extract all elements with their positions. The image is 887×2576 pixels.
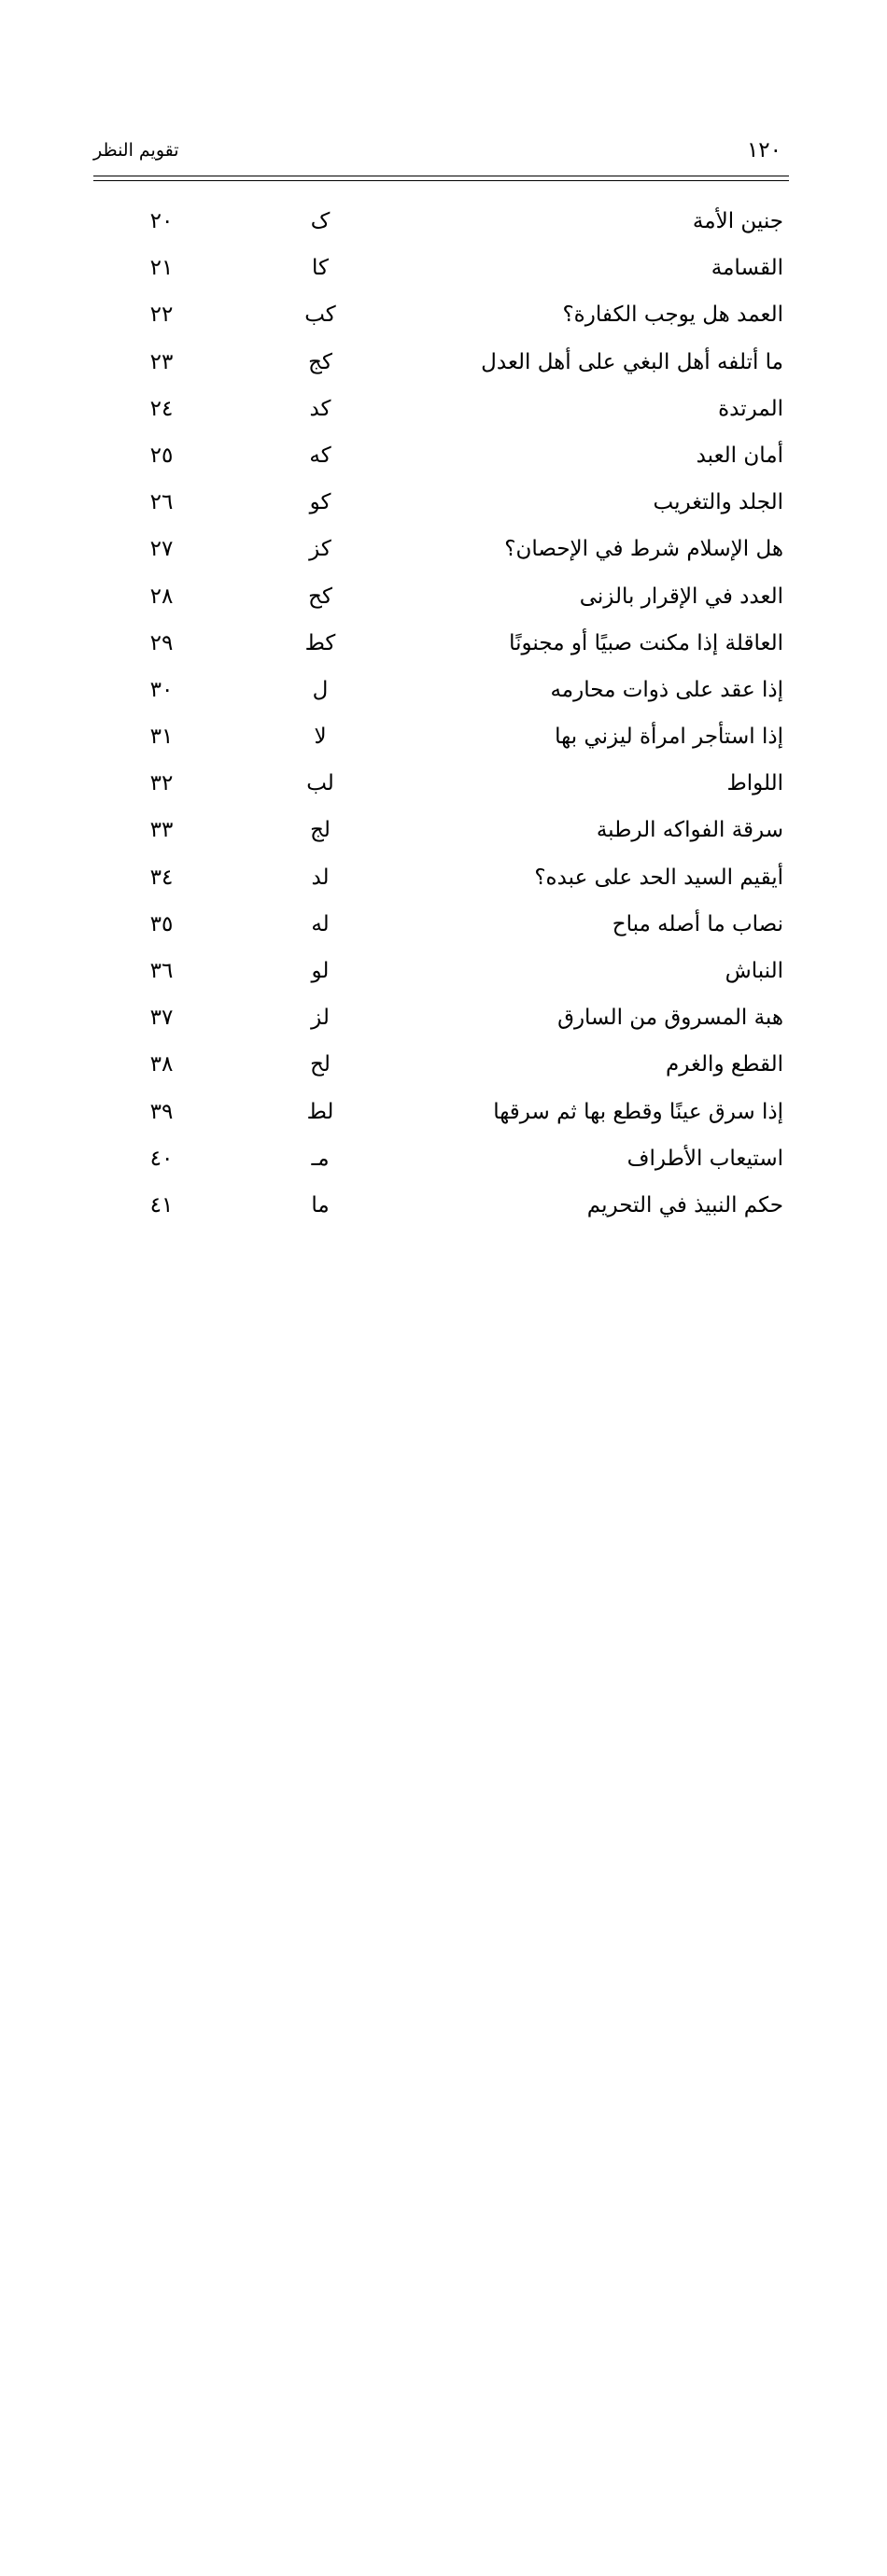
toc-row bbox=[93, 1135, 789, 1182]
toc-entry-page: ٣٢ bbox=[149, 771, 174, 796]
toc-entry-page: ٣٠ bbox=[149, 677, 174, 702]
toc-row bbox=[93, 432, 789, 479]
toc-entry-code: لج bbox=[310, 818, 331, 843]
toc-entry-page: ٣٣ bbox=[149, 818, 174, 843]
toc-entry-page: ٣٧ bbox=[149, 1006, 174, 1031]
toc-entry-title: العاقلة إذا مكنت صبيًا أو مجنونًا bbox=[509, 630, 783, 655]
toc-entry-title: النباش bbox=[725, 959, 783, 983]
toc-row bbox=[93, 1041, 789, 1088]
toc-entry-title: اللواط bbox=[726, 771, 783, 796]
toc-entry-code: مـ bbox=[311, 1146, 330, 1171]
toc-row bbox=[93, 667, 789, 713]
toc-entry-page: ٢٨ bbox=[149, 584, 174, 609]
toc-entry-code: له bbox=[311, 911, 330, 936]
toc-row bbox=[93, 713, 789, 760]
toc-entry-page: ٢٧ bbox=[149, 537, 174, 562]
toc-entry-page: ٢٤ bbox=[149, 396, 174, 421]
toc-entry-page: ٢٣ bbox=[149, 349, 174, 374]
toc-row bbox=[93, 760, 789, 807]
toc-entry-page: ٢٦ bbox=[149, 490, 174, 515]
toc-entry-code: كط bbox=[304, 630, 336, 655]
toc-row bbox=[93, 1182, 789, 1229]
page-number: ١٢٠ bbox=[746, 138, 781, 162]
toc-entry-title: المرتدة bbox=[718, 396, 783, 421]
toc-entry-page: ٢١ bbox=[149, 256, 174, 281]
toc-entry-title: إذا سرق عينًا وقطع بها ثم سرقها bbox=[493, 1099, 783, 1124]
toc-entry-code: لز bbox=[311, 1006, 330, 1031]
toc-entry-title: سرقة الفواكه الرطبة bbox=[596, 818, 783, 843]
toc-entry-code: لط bbox=[306, 1099, 334, 1124]
toc-entry-title: إذا عقد على ذوات محارمه bbox=[550, 677, 783, 702]
toc-entry-page: ٣٦ bbox=[149, 959, 174, 983]
toc-entry-page: ٣٥ bbox=[149, 911, 174, 936]
toc-row bbox=[93, 620, 789, 667]
toc-row bbox=[93, 291, 789, 338]
toc-row bbox=[93, 339, 789, 386]
toc-entry-code: كب bbox=[304, 303, 336, 328]
toc-row bbox=[93, 386, 789, 432]
toc-entry-title: أمان العبد bbox=[696, 443, 783, 468]
toc-entry-code: لد bbox=[311, 865, 330, 890]
toc-entry-title: ما أتلفه أهل البغي على أهل العدل bbox=[481, 349, 783, 374]
toc-row bbox=[93, 1089, 789, 1135]
toc-entry-title: العمد هل يوجب الكفارة؟ bbox=[562, 303, 783, 328]
toc-entry-title: إذا استأجر امرأة ليزني بها bbox=[555, 725, 783, 750]
toc-entry-title: استيعاب الأطراف bbox=[627, 1146, 783, 1171]
toc-entry-page: ٣٨ bbox=[149, 1052, 174, 1077]
toc-entry-page: ٤١ bbox=[149, 1192, 174, 1218]
toc-row bbox=[93, 198, 789, 245]
toc-row bbox=[93, 479, 789, 526]
toc-entry-code: كو bbox=[309, 490, 331, 515]
toc-entry-code: كج bbox=[308, 349, 332, 374]
toc-entry-page: ٣٤ bbox=[149, 865, 174, 890]
toc-entry-page: ٣٩ bbox=[149, 1099, 174, 1124]
toc-entry-page: ٢٥ bbox=[149, 443, 174, 468]
toc-entry-title: أيقيم السيد الحد على عبده؟ bbox=[534, 865, 783, 890]
toc-row bbox=[93, 948, 789, 994]
page-header bbox=[93, 138, 789, 176]
toc-row bbox=[93, 526, 789, 572]
toc-entry-code: ما bbox=[311, 1192, 330, 1218]
toc-entry-code: كح bbox=[308, 584, 332, 609]
toc-entry-code: كا bbox=[312, 256, 329, 281]
toc-entry-title: جنين الأمة bbox=[692, 209, 783, 233]
toc-entry-code: كه bbox=[309, 443, 331, 468]
toc-entry-title: القسامة bbox=[711, 256, 783, 281]
toc-entry-title: القطع والغرم bbox=[666, 1052, 783, 1077]
toc-entry-title: الجلد والتغريب bbox=[653, 490, 783, 515]
toc-entry-code: لا bbox=[314, 725, 327, 750]
toc-row bbox=[93, 854, 789, 901]
toc-entry-title: هبة المسروق من السارق bbox=[557, 1006, 783, 1031]
toc-entry-code: ک bbox=[310, 209, 331, 233]
toc-entry-page: ٣١ bbox=[149, 725, 174, 750]
toc-entry-page: ٢٠ bbox=[149, 209, 174, 233]
book-title: تقويم النظر bbox=[93, 140, 179, 161]
toc-entry-code: لو bbox=[311, 959, 330, 983]
toc-row bbox=[93, 901, 789, 948]
toc-entry-page: ٤٠ bbox=[149, 1146, 174, 1171]
toc-entry-code: لح bbox=[310, 1052, 331, 1077]
toc-entry-code: لب bbox=[306, 771, 334, 796]
toc-entry-title: العدد في الإقرار بالزنى bbox=[579, 584, 783, 609]
header-rule-bottom bbox=[93, 180, 789, 181]
toc-entry-page: ٢٢ bbox=[149, 303, 174, 328]
toc-entry-title: حكم النبيذ في التحريم bbox=[586, 1192, 783, 1218]
toc-row bbox=[93, 807, 789, 853]
toc-row bbox=[93, 245, 789, 291]
toc-row bbox=[93, 573, 789, 620]
toc-entry-title: هل الإسلام شرط في الإحصان؟ bbox=[504, 537, 783, 562]
toc-entry-code: كد bbox=[309, 396, 331, 421]
toc-entry-code: كز bbox=[309, 537, 331, 562]
table-of-contents bbox=[93, 198, 789, 1229]
toc-row bbox=[93, 994, 789, 1041]
toc-entry-page: ٢٩ bbox=[149, 630, 174, 655]
toc-entry-code: ل bbox=[312, 677, 329, 702]
toc-entry-title: نصاب ما أصله مباح bbox=[612, 911, 783, 936]
